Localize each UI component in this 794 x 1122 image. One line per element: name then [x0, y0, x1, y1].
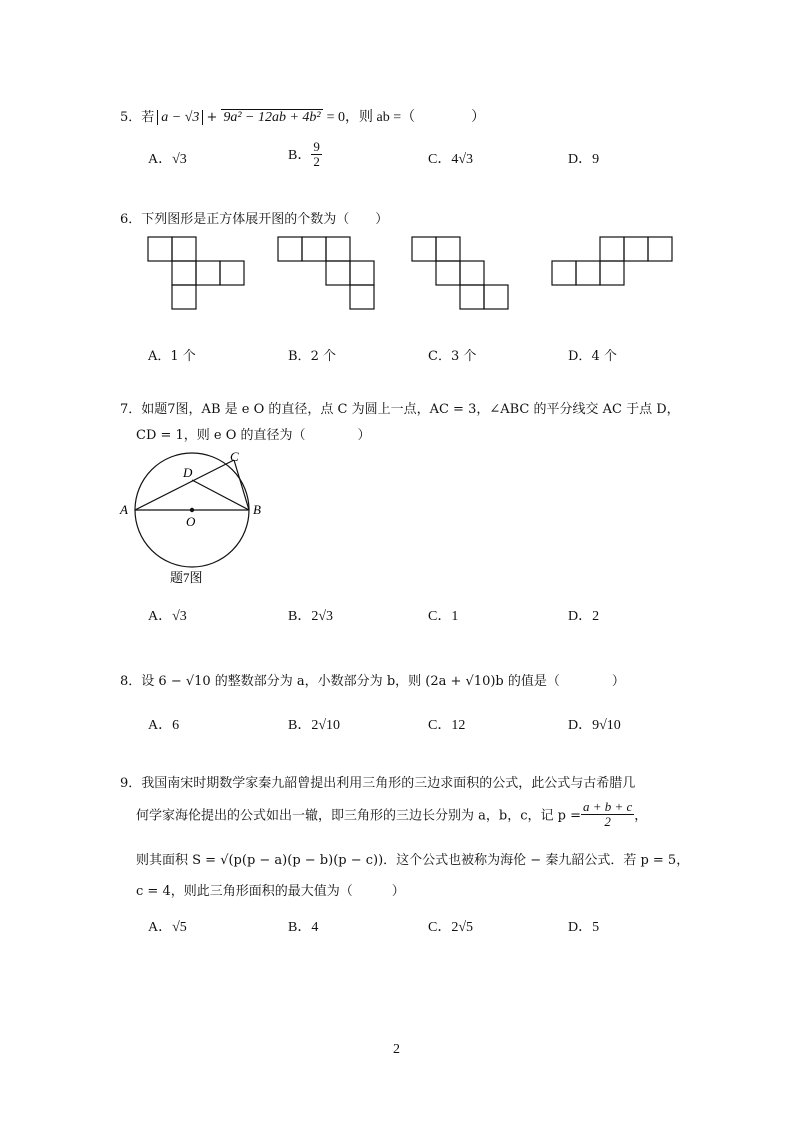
q7-option-b[interactable]: B．2√3 [288, 609, 334, 624]
sqrt-expression: 9a² − 12ab + 4b² [223, 110, 321, 125]
label-c: C [230, 449, 239, 464]
cube-nets-figure [0, 0, 794, 330]
page-number: 2 [393, 1042, 400, 1057]
cube-net-4 [552, 237, 672, 285]
question-9-line2: 何学家海伦提出的公式如出一辙，即三角形的三边长分别为 a，b，c，记 p = $\frac{a + b + c}{2}$ ， [136, 799, 648, 829]
q9-option-d[interactable]: D．5 [568, 920, 600, 935]
cube-net-3 [412, 237, 508, 309]
p-fraction: $\frac{a + b + c}{2}$ [582, 799, 633, 829]
q5-option-d[interactable]: D．9 [568, 152, 600, 167]
question-9-line1: 9．我国南宋时期数学家秦九韶曾提出利用三角形的三边求面积的公式，此公式与古希腊几 [120, 776, 636, 791]
center-point [190, 508, 194, 512]
q5-option-b[interactable]: B． $\frac{9}{2}$ [288, 139, 320, 169]
q7-option-c[interactable]: C．1 [428, 609, 459, 624]
q8-option-c[interactable]: C．12 [428, 718, 466, 733]
q8-option-a[interactable]: A．6 [148, 718, 180, 733]
circle-figure [110, 440, 270, 590]
question-5-stem: 5．若 a − √3 + 9a² − 12ab + 4b² = 0，则 ab =（ ） [120, 110, 486, 125]
question-6-stem: 6．下列图形是正方体展开图的个数为（ ） [120, 212, 389, 227]
label-a: A [120, 502, 128, 517]
q7-option-d[interactable]: D．2 [568, 609, 600, 624]
question-8-stem: 8．设 6 − √10 的整数部分为 a，小数部分为 b，则 (2a + √10)b 的值是（ ） [120, 674, 625, 689]
q5-option-c[interactable]: C．4√3 [428, 152, 474, 167]
chord-cb [234, 460, 249, 510]
label-d: D [183, 465, 193, 480]
cube-net-1 [148, 237, 244, 309]
q6-option-c[interactable]: C．3 个 [428, 349, 477, 364]
question-9-line3: 则其面积 S = √(p(p − a)(p − b)(p − c))．这个公式也被称为海伦 − 秦九韶公式．若 p = 5， [136, 853, 690, 868]
label-b: B [253, 502, 261, 517]
bisector-bd [192, 480, 249, 510]
q8-option-d[interactable]: D．9√10 [568, 718, 621, 733]
q8-option-b[interactable]: B．2√10 [288, 718, 341, 733]
q6-option-b[interactable]: B．2 个 [288, 349, 336, 364]
q7-option-a[interactable]: A．√3 [148, 609, 187, 624]
q6-option-a[interactable]: A．1 个 [148, 349, 196, 364]
fraction: $\frac{9}{2}$ [313, 139, 320, 169]
figure-caption: 题7图 [170, 570, 203, 585]
abs-expression: a − √3 [157, 110, 203, 125]
label-o: O [186, 514, 196, 529]
q9-option-c[interactable]: C．2√5 [428, 920, 474, 935]
question-9-line4: c = 4，则此三角形面积的最大值为（ ） [136, 884, 405, 899]
q9-option-b[interactable]: B．4 [288, 920, 319, 935]
question-number: 5． [120, 110, 142, 125]
question-7-line1: 7．如题7图，AB 是 e O 的直径，点 C 为圆上一点，AC = 3，∠ABC 的平分线交 AC 于点 D， [120, 402, 680, 417]
question-7-line2: CD = 1，则 e O 的直径为（ ） [136, 428, 371, 443]
cube-net-2 [278, 237, 374, 309]
q5-option-a[interactable]: A．√3 [148, 152, 187, 167]
q6-option-d[interactable]: D．4 个 [568, 349, 617, 364]
q9-option-a[interactable]: A．√5 [148, 920, 187, 935]
